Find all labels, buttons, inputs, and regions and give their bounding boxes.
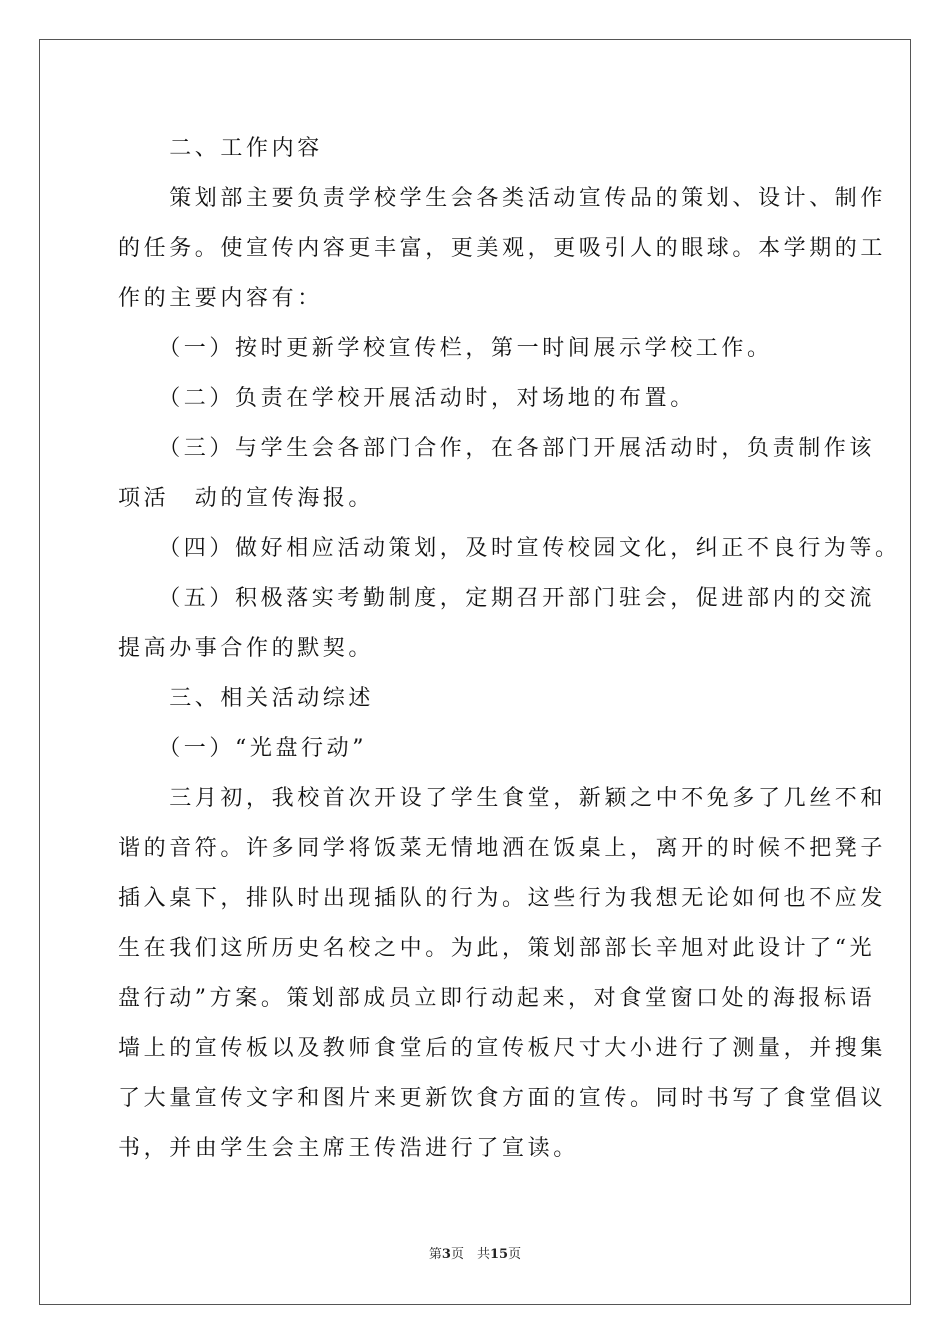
paragraph-line: 书，并由学生会主席王传浩进行了宣读。 — [118, 1136, 579, 1161]
list-item: （四）做好相应活动策划，及时宣传校园文化，纠正不良行为等。 — [118, 536, 901, 561]
page-border — [39, 39, 911, 1305]
list-item: （五）积极落实考勤制度，定期召开部门驻会，促进部内的交流 — [118, 586, 876, 611]
paragraph-line: 作的主要内容有： — [118, 286, 323, 311]
paragraph-line: 盘行动”方案。策划部成员立即行动起来，对食堂窗口处的海报标语 — [118, 986, 876, 1011]
section-heading: 三、相关活动综述 — [118, 686, 375, 711]
paragraph-line: 生在我们这所历史名校之中。为此，策划部部长辛旭对此设计了“光 — [118, 936, 876, 961]
footer-page-suffix: 页 共 — [450, 1247, 490, 1262]
list-item-continuation: 提高办事合作的默契。 — [118, 636, 375, 661]
list-item-continuation: 项活 动的宣传海报。 — [118, 486, 375, 511]
paragraph-line: 三月初，我校首次开设了学生食堂，新颖之中不免多了几丝不和 — [118, 786, 887, 811]
paragraph-line: 谐的音符。许多同学将饭菜无情地洒在饭桌上，离开的时候不把凳子 — [118, 836, 887, 861]
paragraph-line: 的任务。使宣传内容更丰富，更美观，更吸引人的眼球。本学期的工 — [118, 236, 887, 261]
list-item: （三）与学生会各部门合作，在各部门开展活动时，负责制作该 — [118, 436, 876, 461]
footer-page-number: 3 — [441, 1247, 451, 1262]
footer-total-suffix: 页 — [508, 1247, 522, 1262]
list-item: （一）按时更新学校宣传栏，第一时间展示学校工作。 — [118, 336, 773, 361]
paragraph-line: 墙上的宣传板以及教师食堂后的宣传板尺寸大小进行了测量，并搜集 — [118, 1036, 887, 1061]
subsection-heading: （一）“光盘行动” — [118, 736, 368, 761]
list-item: （二）负责在学校开展活动时，对场地的布置。 — [118, 386, 696, 411]
paragraph-line: 了大量宣传文字和图片来更新饮食方面的宣传。同时书写了食堂倡议 — [118, 1086, 887, 1111]
section-heading: 二、工作内容 — [118, 136, 323, 161]
page-footer — [0, 1246, 950, 1264]
paragraph-line: 策划部主要负责学校学生会各类活动宣传品的策划、设计、制作 — [118, 186, 887, 211]
footer-page-prefix: 第 — [428, 1247, 442, 1262]
paragraph-line: 插入桌下，排队时出现插队的行为。这些行为我想无论如何也不应发 — [118, 886, 887, 911]
footer-total-pages: 15 — [489, 1247, 509, 1262]
